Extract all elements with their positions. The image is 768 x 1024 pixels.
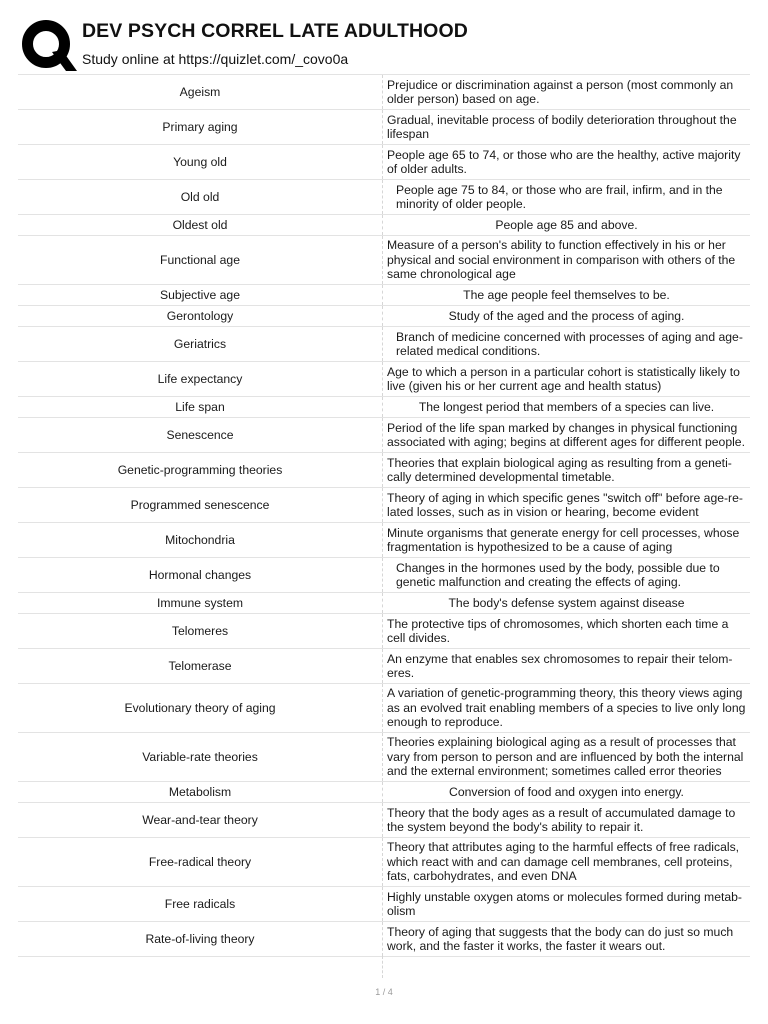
definition-text: Theories explaining biological aging as a result of processes that vary from person to person and are influenced by both the internal and the external environment; sometimes called error theories — [387, 735, 744, 779]
definition-text: Theories that explain biological aging as resulting from a geneti-cally determined developmental timetable. — [387, 455, 732, 484]
definition-text: The longest period that members of a species can live. — [418, 399, 715, 414]
table-row — [18, 306, 750, 327]
table-row — [18, 397, 750, 418]
table-row — [18, 488, 750, 523]
definition-cell — [383, 453, 750, 487]
definition-text: Highly unstable oxygen atoms or molecules formed during metab-olism — [387, 889, 742, 918]
term-cell: Wear-and-tear theory — [142, 813, 258, 827]
term-cell: Functional age — [160, 253, 240, 267]
table-row — [18, 285, 750, 306]
definition-text: Theory that attributes aging to the harmful effects of free radicals, which react with and can damage cell membranes, cell proteins, fats, carbohydrates, and even DNA — [387, 840, 740, 884]
term-cell: Variable-rate theories — [142, 750, 258, 764]
definition-text: Measure of a person's ability to function effectively in his or her physical and social environment in comparison with others of the same chronological age — [387, 238, 736, 282]
definition-cell — [383, 887, 750, 921]
page-number: 1 / 4 — [375, 987, 393, 997]
table-row — [18, 614, 750, 649]
table-row — [18, 782, 750, 803]
definition-cell — [383, 733, 750, 781]
table-row — [18, 215, 750, 236]
definition-cell — [383, 418, 750, 452]
table-row — [18, 838, 750, 887]
page-title: DEV PSYCH CORREL LATE ADULTHOOD — [82, 20, 468, 42]
definition-cell — [383, 488, 750, 522]
term-cell: Ageism — [179, 85, 221, 99]
table-row — [18, 649, 750, 684]
table-row — [18, 684, 750, 733]
term-cell: Immune system — [156, 596, 243, 610]
header — [18, 16, 758, 74]
definition-text: Age to which a person in a particular cohort is statistically likely to live (given his or her current age and health status) — [387, 364, 740, 393]
term-cell: Free-radical theory — [148, 855, 252, 869]
definition-cell — [383, 362, 750, 396]
table-row — [18, 362, 750, 397]
definition-cell — [383, 684, 750, 732]
table-row — [18, 453, 750, 488]
definition-text: Gradual, inevitable process of bodily deterioration throughout the lifespan — [387, 112, 737, 141]
term-cell: Gerontology — [166, 309, 234, 323]
definition-cell — [383, 110, 750, 144]
term-cell: Free radicals — [164, 897, 236, 911]
column-divider-tail — [382, 956, 383, 978]
definition-text: A variation of genetic-programming theory, this theory views aging as an evolved trait enabling members of a species to live only long enough to reproduce. — [387, 686, 746, 730]
definition-cell — [383, 306, 750, 326]
definition-cell — [383, 145, 750, 179]
definition-text: People age 65 to 74, or those who are the healthy, active majority of older adults. — [387, 147, 741, 176]
term-cell: Life expectancy — [157, 372, 243, 386]
definition-cell — [383, 327, 750, 361]
definition-text: Minute organisms that generate energy for cell processes, whose fragmentation is hypothesized to be a cause of aging — [387, 525, 740, 554]
definition-text: Theory that the body ages as a result of accumulated damage to the system beyond the body's ability to repair it. — [387, 805, 736, 834]
term-cell: Geriatrics — [173, 337, 227, 351]
table-row — [18, 180, 750, 215]
term-cell: Subjective age — [160, 288, 240, 302]
term-cell: Old old — [180, 190, 220, 204]
term-cell: Life span — [175, 400, 225, 414]
term-cell: Hormonal changes — [148, 568, 252, 582]
study-online-link-text: Study online at https://quizlet.com/_covo0a — [82, 51, 349, 67]
term-cell: Telomeres — [171, 624, 229, 638]
definition-cell — [383, 803, 750, 837]
definition-cell — [383, 285, 750, 305]
table-row — [18, 327, 750, 362]
term-cell: Telomerase — [168, 659, 232, 673]
definition-cell — [383, 558, 750, 592]
definition-text: Conversion of food and oxygen into energy. — [449, 784, 684, 799]
table-row — [18, 733, 750, 782]
table-row — [18, 236, 750, 285]
definition-text: Prejudice or discrimination against a person (most commonly an older person) based on age. — [387, 77, 734, 106]
definition-cell — [383, 593, 750, 613]
term-cell: Primary aging — [162, 120, 238, 134]
table-row — [18, 803, 750, 838]
table-row — [18, 922, 750, 957]
table-row — [18, 418, 750, 453]
quizlet-q-logo-icon — [20, 18, 78, 76]
definition-text: Branch of medicine concerned with processes of aging and age-related medical conditions. — [396, 329, 743, 358]
definition-cell — [383, 523, 750, 557]
term-cell: Senescence — [166, 428, 234, 442]
definition-cell — [383, 782, 750, 802]
definition-cell — [383, 649, 750, 683]
definition-cell — [383, 838, 750, 886]
definition-text: Period of the life span marked by changes in physical functioning associated with aging; begins at different ages for different people. — [387, 420, 745, 449]
definition-text: An enzyme that enables sex chromosomes to repair their telom-eres. — [387, 651, 733, 680]
definition-text: Theory of aging in which specific genes "switch off" before age-re-lated losses, such as in vision or hearing, become evident — [387, 490, 743, 519]
definition-text: The body's defense system against disease — [448, 595, 685, 610]
table-row — [18, 75, 750, 110]
definition-cell — [383, 236, 750, 284]
table-row — [18, 558, 750, 593]
definition-text: The protective tips of chromosomes, which shorten each time a cell divides. — [387, 616, 729, 645]
table-row — [18, 110, 750, 145]
definition-cell — [383, 75, 750, 109]
definition-text: Theory of aging that suggests that the body can do just so much work, and the faster it works, the faster it wears out. — [387, 924, 734, 953]
definition-text: The age people feel themselves to be. — [463, 287, 670, 302]
table-row — [18, 593, 750, 614]
definition-cell — [383, 922, 750, 956]
term-cell: Genetic-programming theories — [117, 463, 283, 477]
definition-cell — [383, 215, 750, 235]
definition-text: People age 75 to 84, or those who are frail, infirm, and in the minority of older people. — [396, 182, 723, 211]
table-row — [18, 887, 750, 922]
term-cell: Oldest old — [172, 218, 228, 232]
flashcard-table — [18, 74, 750, 957]
table-row — [18, 145, 750, 180]
definition-text: People age 85 and above. — [495, 217, 638, 232]
definition-text: Changes in the hormones used by the body, possible due to genetic malfunction and creating the effects of aging. — [396, 560, 720, 589]
term-cell: Metabolism — [168, 785, 232, 799]
term-cell: Evolutionary theory of aging — [124, 701, 276, 715]
term-cell: Programmed senescence — [130, 498, 270, 512]
definition-cell — [383, 397, 750, 417]
definition-cell — [383, 614, 750, 648]
definition-cell — [383, 180, 750, 214]
term-cell: Mitochondria — [165, 533, 235, 547]
term-cell: Rate-of-living theory — [145, 932, 255, 946]
table-row — [18, 523, 750, 558]
definition-text: Study of the aged and the process of aging. — [448, 308, 685, 323]
term-cell: Young old — [173, 155, 227, 169]
